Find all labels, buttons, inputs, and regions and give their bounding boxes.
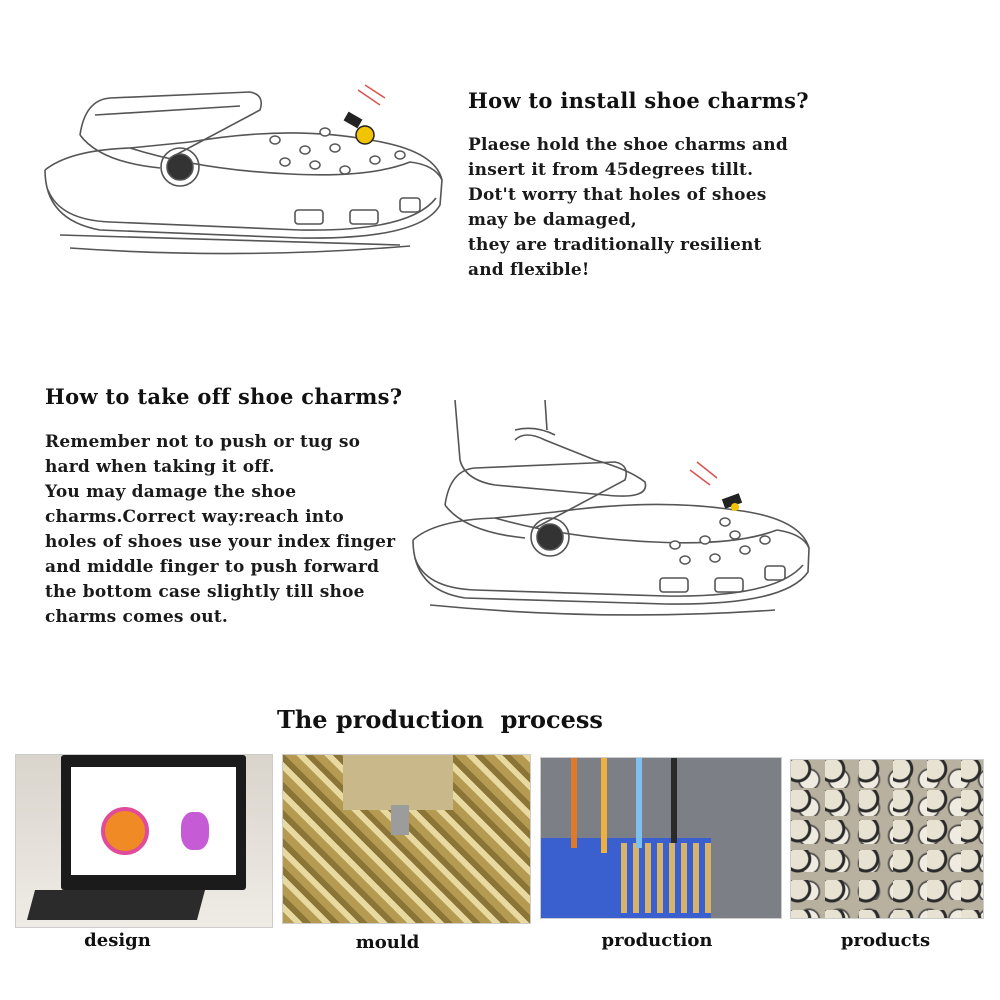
mould-photo bbox=[282, 754, 531, 924]
keyboard bbox=[27, 890, 205, 920]
design-photo bbox=[15, 754, 273, 928]
install-line: they are traditionally resilient bbox=[468, 235, 762, 255]
install-instructions bbox=[468, 133, 788, 283]
products-photo bbox=[790, 759, 984, 919]
remove-line: charms comes out. bbox=[45, 607, 229, 627]
caption-mould: mould bbox=[355, 932, 420, 953]
remove-line: charms.Correct way:reach into bbox=[45, 507, 344, 527]
install-line: Dot't worry that holes of shoes bbox=[468, 185, 767, 205]
remove-clog-illustration bbox=[405, 400, 815, 625]
install-line: insert it from 45degrees tillt. bbox=[468, 160, 754, 180]
remove-title: How to take off shoe charms? bbox=[45, 384, 403, 409]
remove-line: the bottom case slightly till shoe bbox=[45, 582, 365, 602]
caption-production: production bbox=[601, 930, 713, 951]
caption-products: products bbox=[840, 930, 931, 951]
remove-line: You may damage the shoe bbox=[45, 482, 297, 502]
monitor bbox=[61, 755, 246, 890]
install-line: and flexible! bbox=[468, 260, 590, 280]
install-line: may be damaged, bbox=[468, 210, 637, 230]
remove-instructions bbox=[45, 430, 395, 630]
remove-line: hard when taking it off. bbox=[45, 457, 275, 477]
install-title: How to install shoe charms? bbox=[468, 88, 809, 113]
caption-design: design bbox=[84, 930, 151, 951]
remove-line: holes of shoes use your index finger bbox=[45, 532, 396, 552]
remove-line: and middle finger to push forward bbox=[45, 557, 380, 577]
install-line: Plaese hold the shoe charms and bbox=[468, 135, 788, 155]
remove-line: Remember not to push or tug so bbox=[45, 432, 361, 452]
production-photo bbox=[540, 757, 782, 919]
install-clog-illustration bbox=[40, 70, 450, 260]
production-title: The production process bbox=[277, 705, 603, 734]
